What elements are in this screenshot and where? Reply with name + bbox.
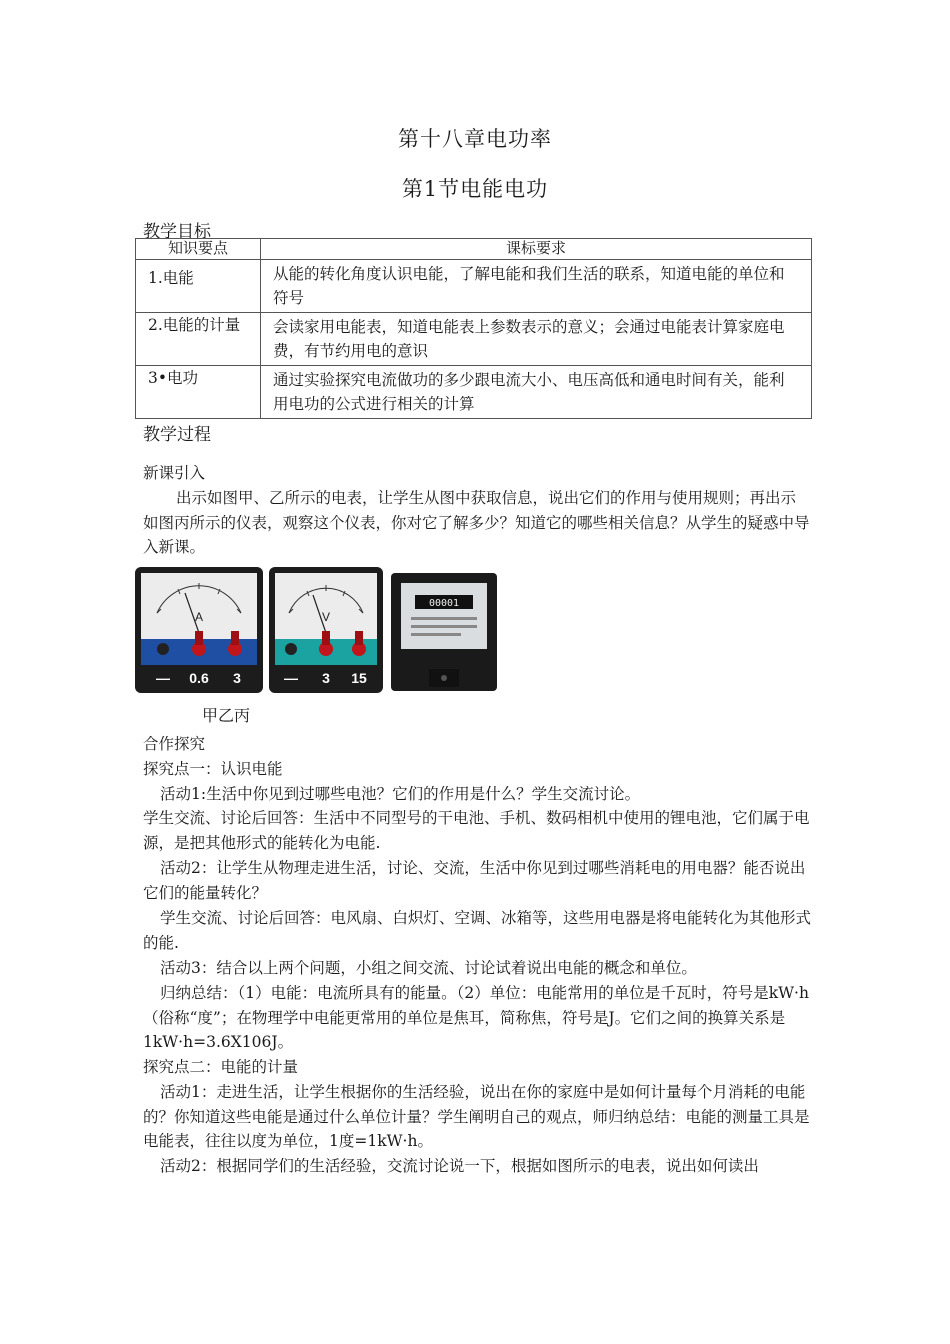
point2-heading: 探究点二：电能的计量 xyxy=(143,1058,299,1076)
ammeter-terminal-large: 3 xyxy=(233,670,241,686)
energy-meter-photo xyxy=(391,573,497,691)
table-header-point: 知识要点 xyxy=(136,239,261,260)
figure-caption: 甲乙丙 xyxy=(202,706,251,725)
p1-activity2: 活动2：让学生从物理走进生活，讨论、交流，生活中你见到过哪些消耗电的用电器？能否说出它们的能量转化？ xyxy=(143,859,806,902)
section-title: 第1节电能电功 xyxy=(401,177,549,201)
intro-paragraph: 出示如图甲、乙所示的电表，让学生从图中获取信息，说出它们的作用与使用规则；再出示如图丙所示的仪表，观察这个仪表，你对它了解多少？知道它的哪些相关信息？从学生的疑惑中导入新课。 xyxy=(143,489,810,556)
goals-heading: 教学目标 xyxy=(143,222,211,242)
voltmeter-terminal-small: 3 xyxy=(322,670,330,686)
process-heading: 教学过程 xyxy=(143,425,211,445)
table-header-row xyxy=(136,239,812,260)
ammeter-terminal-small: 0.6 xyxy=(189,670,209,686)
ammeter-photo xyxy=(135,567,263,693)
table-cell-point: 3•电功 xyxy=(136,366,261,419)
p1-summary: 归纳总结：（1）电能：电流所具有的能量。（2）单位：电能常用的单位是千瓦时，符号是kW·h（俗称“度”；在物理学中电能更常用的单位是焦耳，简称焦，符号是J。它们之间的换算关系是1kW·h=3.6X106J。 xyxy=(143,984,809,1051)
intro-heading: 新课引入 xyxy=(143,464,206,482)
ammeter-terminal-neg: — xyxy=(156,670,170,686)
table-row xyxy=(136,366,812,419)
table-header-requirement: 课标要求 xyxy=(261,239,812,260)
p1-activity3: 活动3：结合以上两个问题，小组之间交流、讨论试着说出电能的概念和单位。 xyxy=(160,959,697,977)
table-row xyxy=(136,313,812,366)
p1-activity1: 活动1:生活中你见到过哪些电池？它们的作用是什么？学生交流讨论。 xyxy=(160,785,641,803)
voltmeter-photo xyxy=(269,567,383,693)
p2-activity1: 活动1：走进生活，让学生根据你的生活经验，说出在你的家庭中是如何计量每个月消耗的电能的？你知道这些电能是通过什么单位计量？学生阐明自己的观点，师归纳总结：电能的测量工具是电能表，往往以度为单位，1度=1kW·h。 xyxy=(143,1083,810,1150)
goals-table xyxy=(135,238,812,419)
voltmeter-terminal-large: 15 xyxy=(351,670,367,686)
chapter-title: 第十八章电功率 xyxy=(398,127,552,151)
table-cell-requirement: 从能的转化角度认识电能，了解电能和我们生活的联系，知道电能的单位和符号 xyxy=(261,260,812,313)
table-cell-requirement: 通过实验探究电流做功的多少跟电流大小、电压高低和通电时间有关，能利用电功的公式进行相关的计算 xyxy=(261,366,812,419)
coop-heading: 合作探究 xyxy=(143,735,206,753)
energy-meter-reading: 00001 xyxy=(428,598,460,609)
table-cell-requirement: 会读家用电能表，知道电能表上参数表示的意义；会通过电能表计算家庭电费，有节约用电的意识 xyxy=(261,313,812,366)
voltmeter-terminal-neg: — xyxy=(284,670,298,686)
table-row xyxy=(136,260,812,313)
ammeter-unit: A xyxy=(194,610,204,624)
table-cell-point: 1.电能 xyxy=(136,260,261,313)
p1-answer1: 学生交流、讨论后回答：生活中不同型号的干电池、手机、数码相机中使用的锂电池，它们属于电源，是把其他形式的能转化为电能. xyxy=(143,809,810,852)
p2-activity2: 活动2：根据同学们的生活经验，交流讨论说一下，根据如图所示的电表，说出如何读出 xyxy=(160,1157,759,1175)
point1-heading: 探究点一：认识电能 xyxy=(143,760,283,778)
p1-answer2: 学生交流、讨论后回答：电风扇、白炽灯、空调、冰箱等，这些用电器是将电能转化为其他形式的能. xyxy=(143,909,812,952)
voltmeter-unit: V xyxy=(321,610,331,624)
table-cell-point: 2.电能的计量 xyxy=(136,313,261,366)
